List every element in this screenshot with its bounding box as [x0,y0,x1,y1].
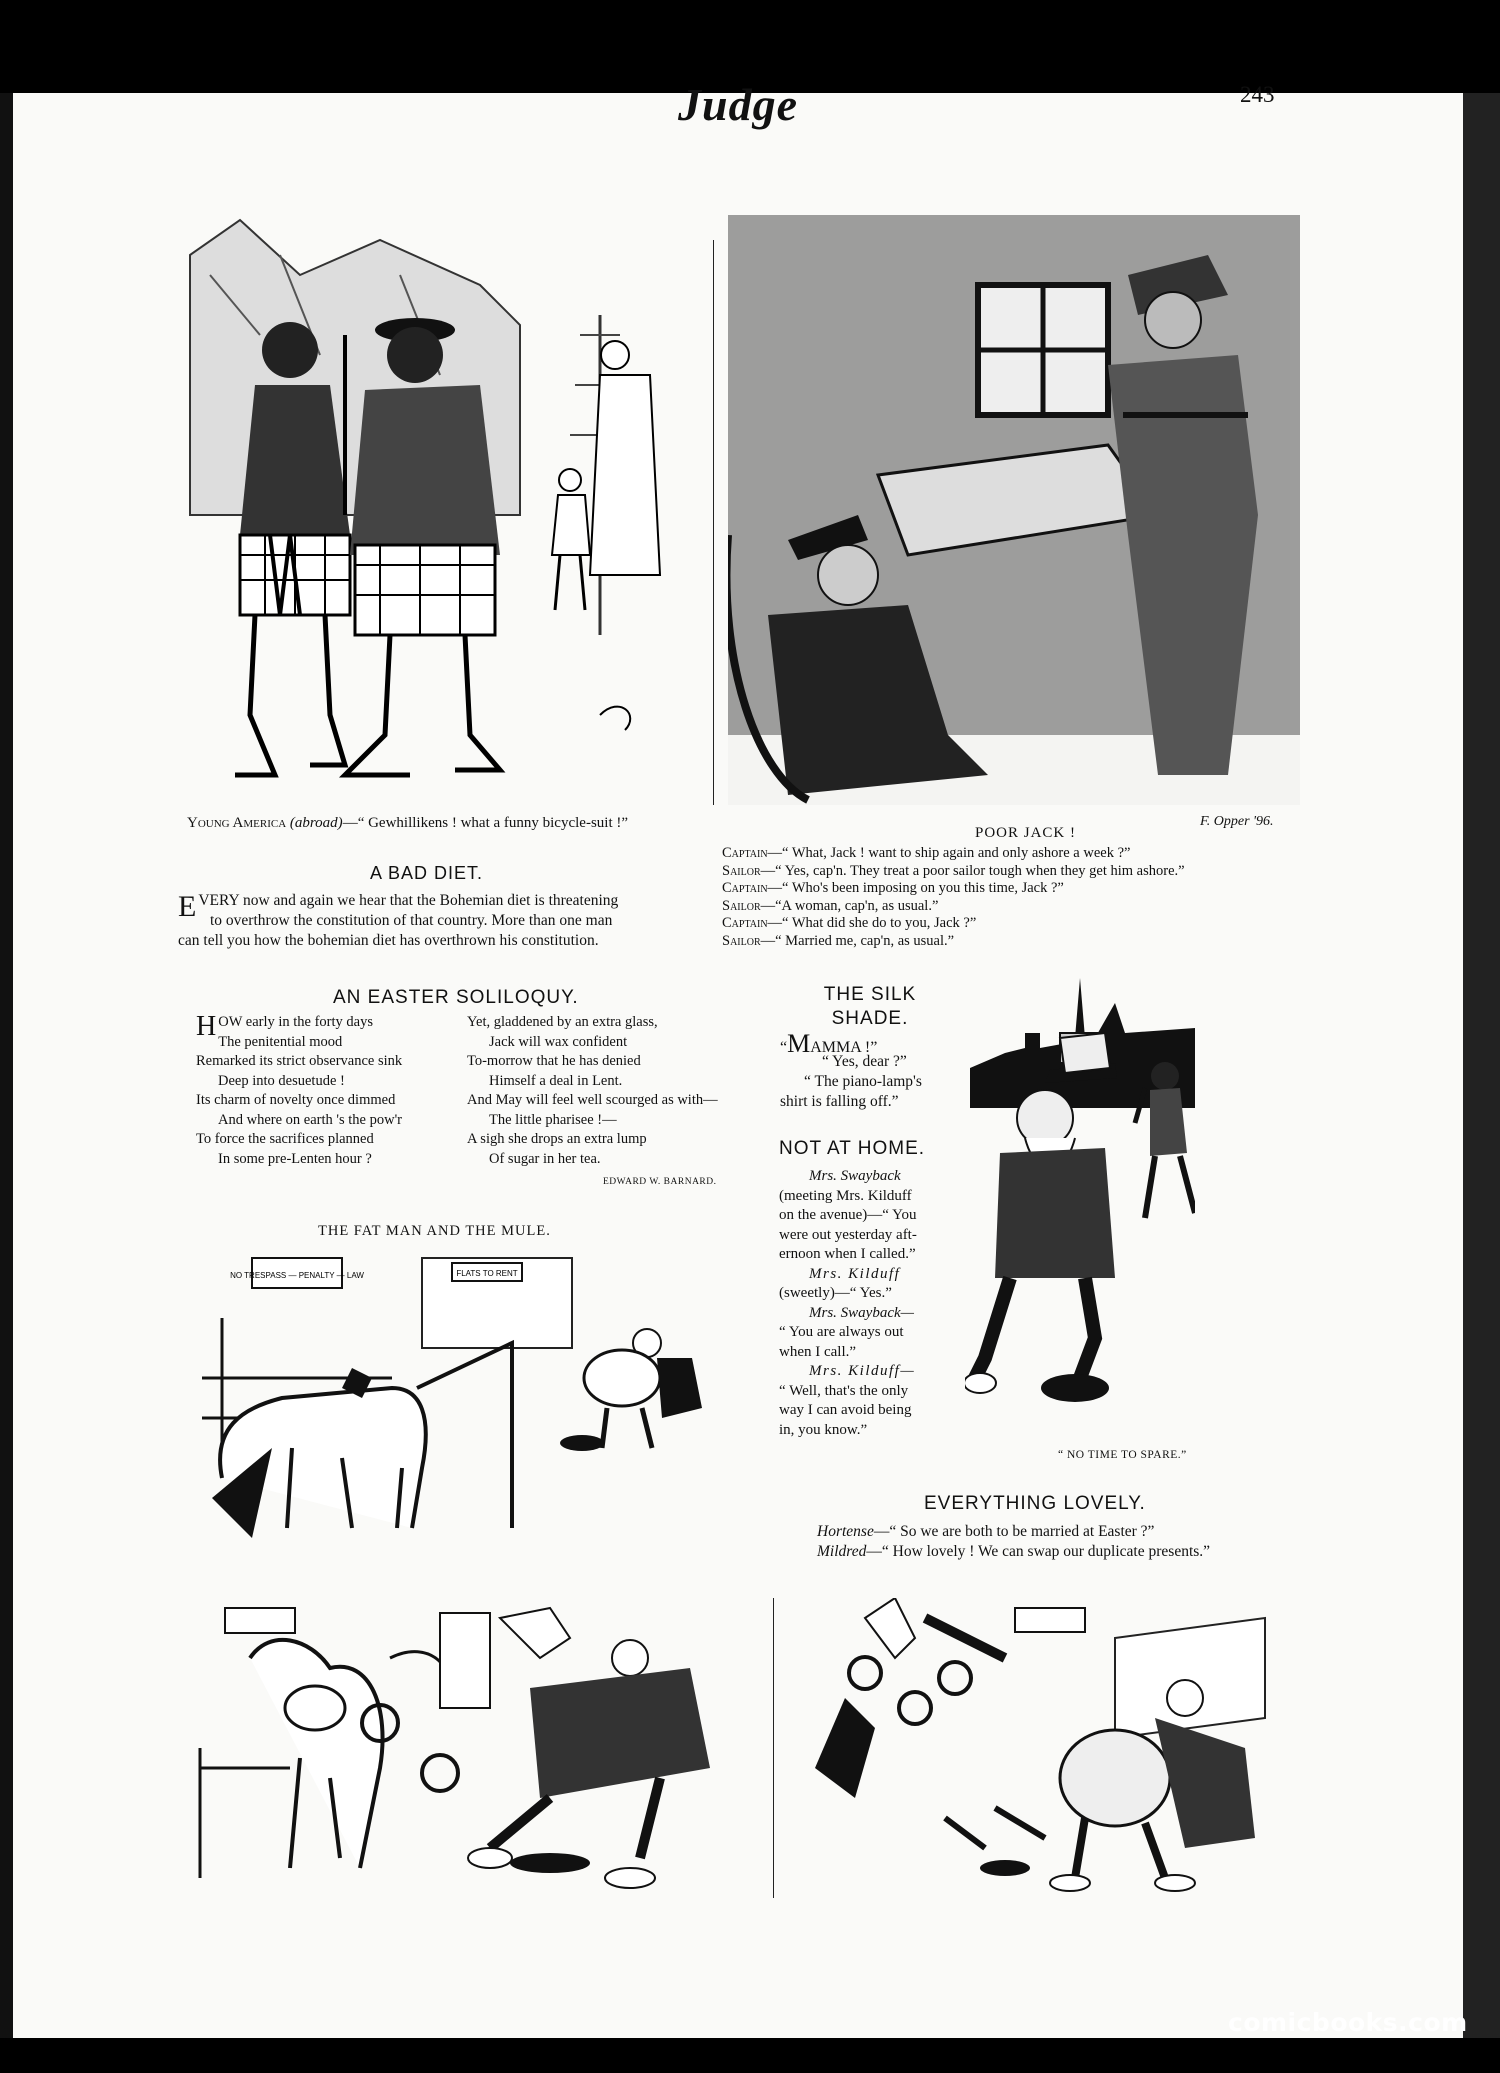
poem-line: The penitential mood [218,1033,343,1050]
poem-line: Its charm of novelty once dimmed [196,1092,396,1108]
poem-line: A sigh she drops an extra lump [467,1131,647,1147]
poem-line: Yet, gladdened by an extra glass, [467,1014,658,1030]
poem-line: To-morrow that he has denied [467,1053,641,1069]
not-at-home-title: NOT AT HOME. [779,1138,926,1159]
dialog-line: Captain—“ Who's been imposing on you this time, Jack ?” [722,880,1064,896]
fat-man-reading [468,1640,710,1888]
dialog-speaker: Mrs. Kilduff— [809,1363,916,1379]
dialog-line: way I can avoid being [779,1402,912,1418]
young-america-caption [187,814,628,832]
dialog-line: Sailor—“ Married me, cap'n, as usual.” [722,932,955,949]
site-watermark: comicbooks.com [1228,2008,1468,2037]
poem-line: Deep into desuetude ! [218,1072,345,1089]
poor-jack-signature: F. Opper '96. [1200,814,1274,829]
bad-diet-line: can tell you how the bohemian diet has overthrown his constitution. [178,932,599,949]
dialog-speaker: Mrs. Swayback— [809,1304,914,1321]
tourist-figures [552,341,660,610]
page-number: 243 [1240,82,1275,107]
column-rule-top [713,240,714,805]
no-trespass-sign: NO TRESPASS — PENALTY — LAW [230,1271,364,1280]
dialog-line: in, you know.” [779,1421,868,1438]
dialog-line: were out yesterday aft- [779,1226,917,1243]
lovely-body [817,1522,1307,1562]
column-rule-bottom [773,1598,774,1898]
bad-diet-line: to overthrow the constitution of that country. More than one man [210,912,613,929]
silk-line: “ Yes, dear ?” [822,1053,907,1070]
dialog-line: (meeting Mrs. Kilduff [779,1187,912,1204]
bad-diet-title: A BAD DIET. [370,863,484,883]
silk-shade-body [780,1029,955,1112]
dialog-line: Captain—“ What, Jack ! want to ship again and only ashore a week ?” [722,845,1131,861]
not-at-home-body [779,1167,954,1440]
poor-jack-title: POOR JACK ! [975,825,1077,841]
poem-line: And May will feel well scourged as with— [467,1092,718,1108]
silk-line: “ The piano-lamp's [804,1073,922,1090]
drop-cap: H [196,1011,217,1042]
no-time-caption: “ NO TIME TO SPARE.” [1058,1449,1187,1461]
manhole [560,1435,604,1451]
dialog-speaker: Mrs. Swayback [809,1168,901,1184]
dialog-line: (sweetly)—“ Yes.” [779,1285,892,1301]
dialog-line: Sailor—“A woman, cap'n, as usual.” [722,897,939,914]
cabin-drawing [728,215,1300,805]
caption-note: (abroad) [289,815,343,831]
flats-to-rent-sign: FLATS TO RENT [456,1269,518,1278]
caption-text: —“ Gewhillikens ! what a funny bicycle-suit !” [342,815,629,831]
manhole [980,1860,1030,1876]
poem-line: Remarked its strict observance sink [196,1053,403,1069]
dialog-line: on the avenue)—“ You [779,1207,917,1223]
poem-line: Jack will wax confident [489,1033,628,1050]
panel-3-drawing [785,1598,1330,1898]
right-binding-shadow [1463,93,1500,2038]
poor-jack-dialog [722,845,1302,950]
fat-man-panel-2 [190,1598,750,1898]
masthead: Judge [678,79,798,130]
silk-shade-title-1: THE SILK [823,984,917,1005]
poor-jack-illustration [728,215,1300,805]
fat-man-title: THE FAT MAN AND THE MULE. [318,1223,551,1239]
dialog-line: “ You are always out [779,1324,904,1340]
mule [212,1368,426,1538]
poem-line: HOW early in the forty days [196,1011,373,1042]
dialog-line: Captain—“ What did she do to you, Jack ?” [722,915,977,931]
drop-cap: E [178,890,197,923]
panel-1-drawing [192,1248,737,1543]
no-time-illustration [965,978,1195,1440]
dialog-line: Sailor—“ Yes, cap'n. They treat a poor sailor tough when they get him ashore.” [722,862,1185,879]
left-page-edge [0,93,13,2038]
easter-title: AN EASTER SOLILOQUY. [333,987,579,1008]
silk-line: “MAMMA !” [780,1029,878,1058]
fat-man-panel-3 [785,1598,1330,1898]
fat-man [584,1329,702,1448]
dialog-speaker: Mrs. Kilduff [809,1265,901,1282]
lovely-line: Mildred—“ How lovely ! We can swap our duplicate presents.” [817,1543,1211,1560]
running-man-drawing [965,978,1195,1440]
dialog-line: “ Well, that's the only [779,1382,909,1399]
lovely-title: EVERYTHING LOVELY. [924,1493,1146,1514]
silk-line: shirt is falling off.” [780,1093,899,1110]
poem-line: To force the sacrifices planned [196,1131,374,1147]
highlanders-drawing [180,215,690,795]
dialog-line: when I call.” [779,1343,857,1360]
panel-2-drawing [190,1598,750,1898]
poem-line: Himself a deal in Lent. [489,1072,623,1089]
top-hat [1060,1033,1110,1073]
easter-column-2 [467,1013,747,1169]
easter-column-1 [196,1013,446,1169]
silk-shade-title-2: SHADE. [831,1008,909,1029]
lovely-line: Hortense—“ So we are both to be married at Easter ?” [817,1523,1155,1540]
caption-speaker: Young America [187,815,287,831]
dialog-line: ernoon when I called.” [779,1246,916,1262]
poem-line: The little pharisee !— [489,1111,617,1128]
bad-diet-line: EVERY now and again we hear that the Bohemian diet is threatening [178,890,619,923]
poem-line: Of sugar in her tea. [489,1150,601,1167]
fat-man-panel-1 [192,1248,737,1543]
easter-author: EDWARD W. BARNARD. [603,1177,717,1187]
young-america-illustration [180,215,690,795]
poem-line: And where on earth 's the pow'r [218,1111,403,1128]
bad-diet-body [178,891,718,951]
poem-line: In some pre-Lenten hour ? [218,1150,372,1167]
